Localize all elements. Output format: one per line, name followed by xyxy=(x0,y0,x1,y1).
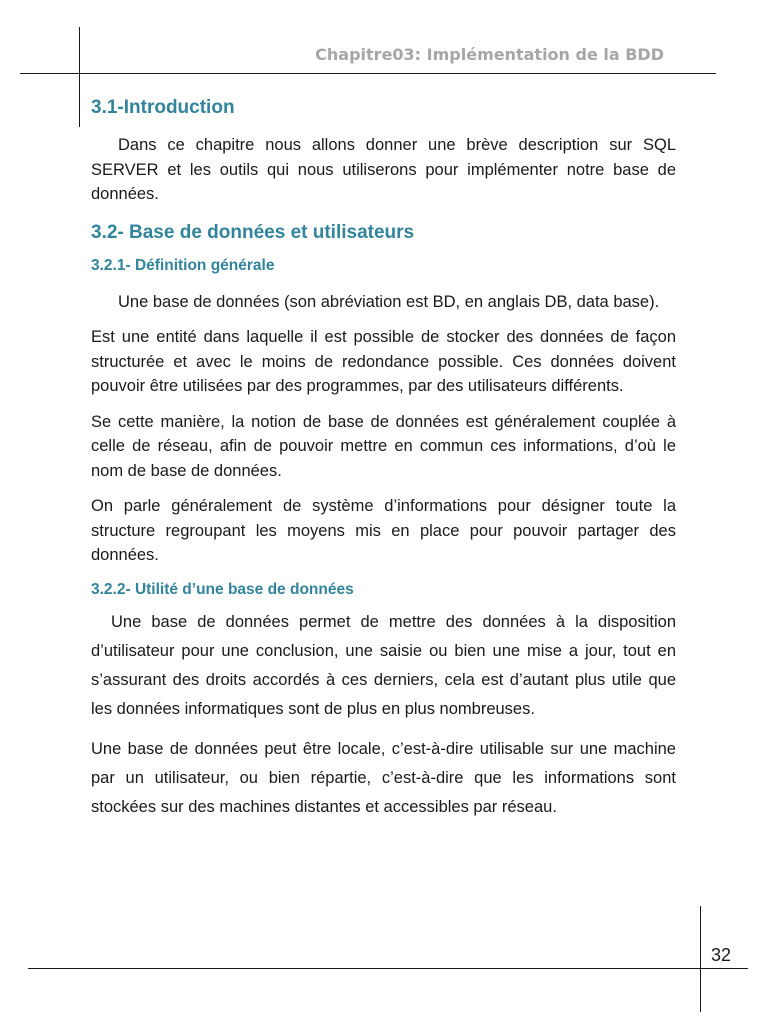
subsection-title-definition: 3.2.1- Définition générale xyxy=(91,256,275,274)
utility-paragraph-1: Une base de données permet de mettre des données à la disposition d’utilisateur pour une conclusion, une saisie ou bien une mise a jour, tout en s’assurant des droits accordés à ces derniers, cela est d’autant plus utile que les données informatiques sont de plus en plus nombreuses. xyxy=(91,612,676,719)
definition-paragraph-3: Se cette manière, la notion de base de données est généralement couplée à celle de réseau, afin de pouvoir mettre en commun ces informations, d’où le nom de base de données. xyxy=(91,412,676,480)
page-content xyxy=(91,96,676,823)
page-number: 32 xyxy=(711,945,732,965)
section-title-introduction: 3.1-Introduction xyxy=(91,97,235,118)
header-horizontal-rule xyxy=(20,73,716,74)
definition-paragraph-2: Est une entité dans laquelle il est possible de stocker des données de façon structurée et avec le moins de redondance possible. Ces données doivent pouvoir être utilisées par des programmes, par des utilisateurs différents. xyxy=(91,328,676,395)
intro-paragraph: Dans ce chapitre nous allons donner une brève description sur SQL SERVER et les outils qui nous utiliserons pour implémenter notre base de données. xyxy=(91,136,676,203)
footer-horizontal-rule xyxy=(28,968,748,969)
section-title-database: 3.2- Base de données et utilisateurs xyxy=(91,221,415,243)
chapter-header-title: Chapitre03: Implémentation de la BDD xyxy=(315,45,664,64)
definition-paragraph-1: Une base de données (son abréviation est BD, en anglais DB, data base). xyxy=(118,292,660,311)
header-vertical-rule xyxy=(79,27,80,127)
footer-vertical-rule xyxy=(700,906,701,1012)
utility-paragraph-2: Une base de données peut être locale, c’est-à-dire utilisable sur une machine par un utilisateur, ou bien répartie, c’est-à-dire que les informations sont stockées sur des machines distantes et accessibles par réseau. xyxy=(91,739,676,817)
subsection-title-utility: 3.2.2- Utilité d’une base de données xyxy=(91,580,354,598)
definition-paragraph-4: On parle généralement de système d’informations pour désigner toute la structure regroupant les moyens mis en place pour pouvoir partager des données. xyxy=(91,497,676,564)
